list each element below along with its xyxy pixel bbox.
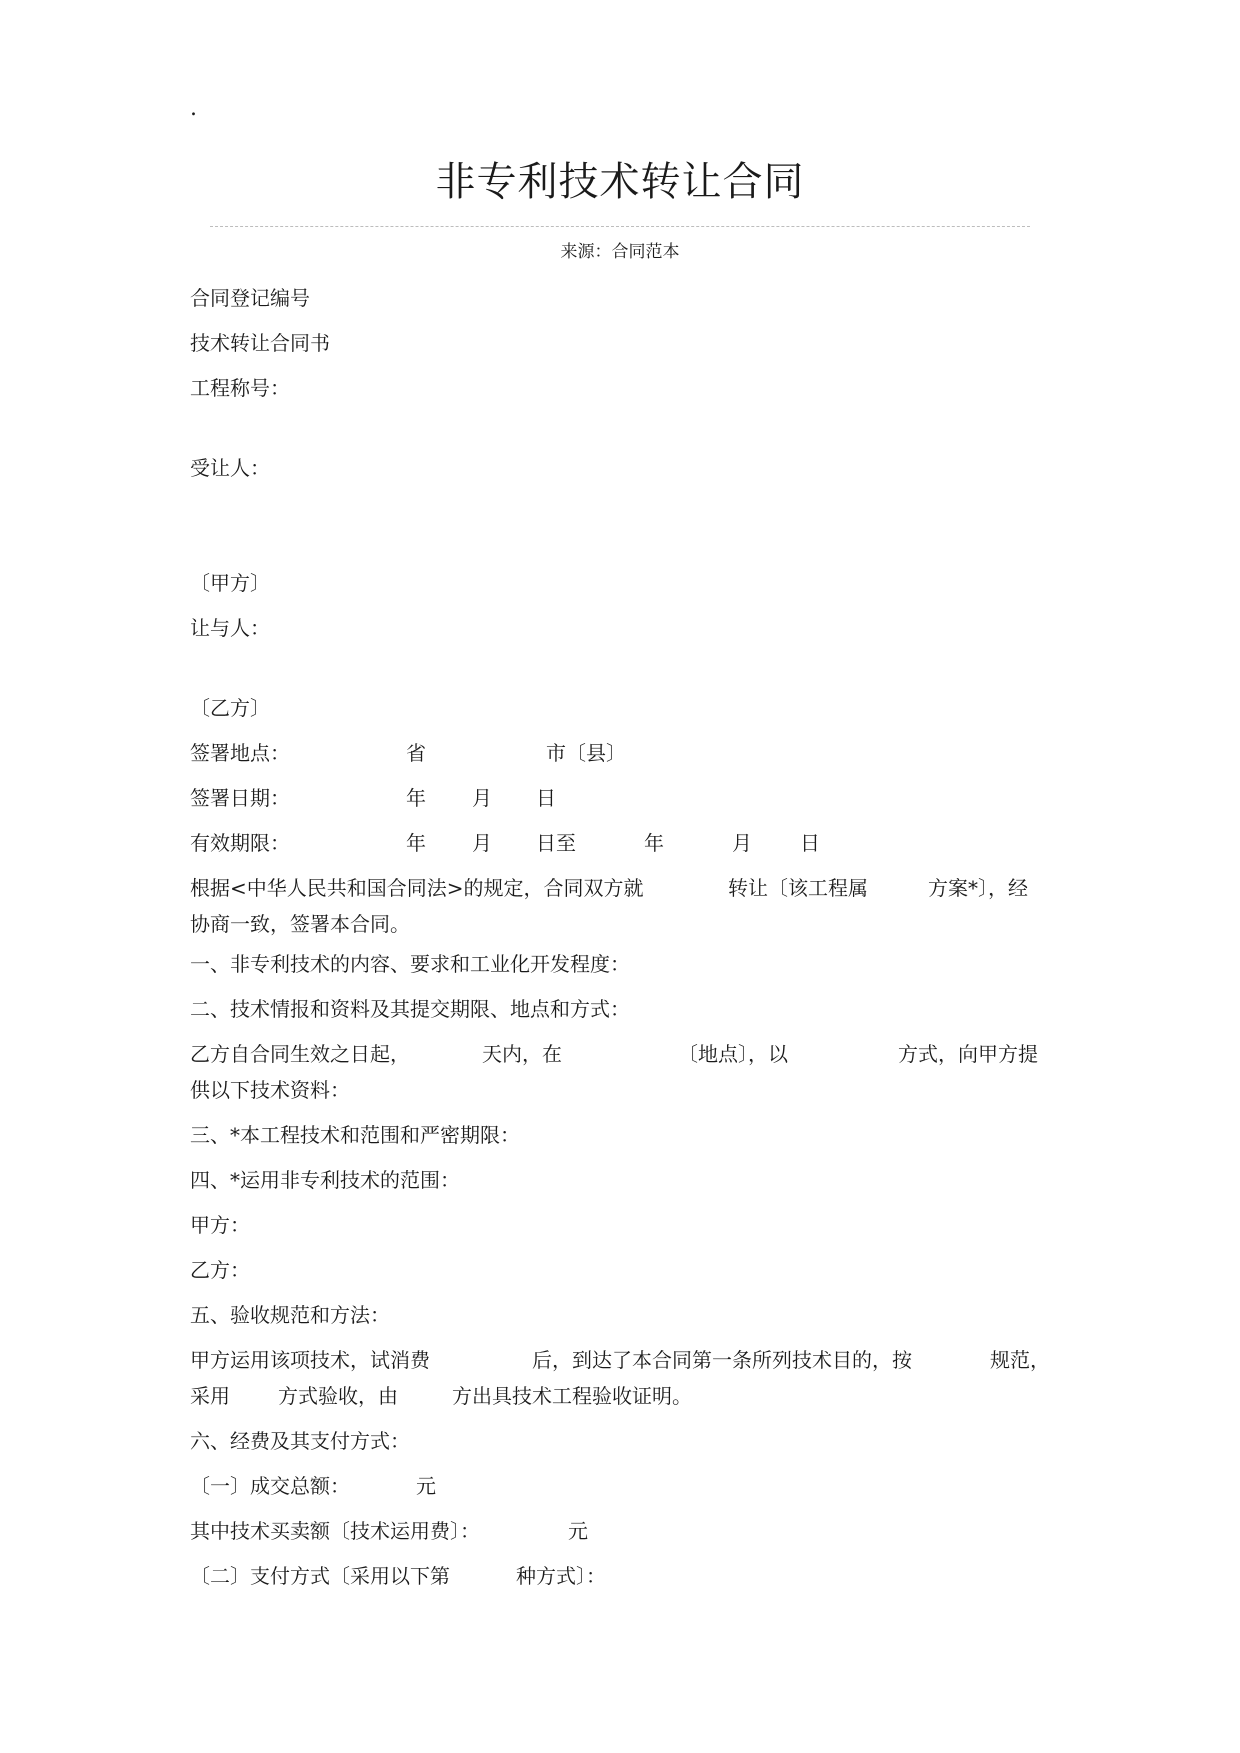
day-text: 日: [536, 786, 556, 810]
signing-place-label: 签署地点：: [190, 741, 290, 765]
total-amount-label: 〔一〕成交总额：: [190, 1474, 350, 1498]
assignee-label: 受让人：: [190, 456, 270, 480]
total-amount-unit: 元: [416, 1474, 436, 1498]
tech-fee-unit: 元: [568, 1519, 588, 1543]
start-month-text: 月: [472, 831, 492, 855]
preamble-text-b: 转让〔该工程属: [728, 876, 868, 900]
tech-fee-label: 其中技术买卖额〔技术运用费〕：: [190, 1519, 480, 1543]
title-divider: [210, 226, 1030, 227]
section-2-heading: 二、技术情报和资料及其提交期限、地点和方式：: [190, 997, 630, 1021]
section-2-text-line-2: 供以下技术资料：: [190, 1078, 350, 1102]
section-5-text-c: 规范，: [990, 1348, 1050, 1372]
payment-method-text-a: 〔二〕支付方式〔采用以下第: [190, 1564, 450, 1588]
section-2-text-d: 方式，向甲方提: [898, 1042, 1038, 1066]
preamble-text-a: 根据<中华人民共和国合同法>的规定，合同双方就: [190, 876, 644, 900]
signing-date-label: 签署日期：: [190, 786, 290, 810]
end-month-text: 月: [732, 831, 752, 855]
section-5-text-a: 甲方运用该项技术，试消费: [190, 1348, 430, 1372]
start-day-text: 日至: [536, 831, 576, 855]
section-4-heading: 四、*运用非专利技术的范围：: [190, 1168, 460, 1192]
document-title: 非专利技术转让合同: [435, 159, 805, 205]
section-5-heading: 五、验收规范和方法：: [190, 1303, 390, 1327]
section-2-text-b: 天内，在: [482, 1042, 562, 1066]
section-6-heading: 六、经费及其支付方式：: [190, 1429, 410, 1453]
preamble-text-c: 方案*〕，经: [928, 876, 1028, 900]
section-2-text-a: 乙方自合同生效之日起，: [190, 1042, 410, 1066]
section-5-text-b: 后，到达了本合同第一条所列技术目的，按: [532, 1348, 912, 1372]
year-text: 年: [406, 786, 426, 810]
payment-method-text-b: 种方式〕：: [516, 1564, 606, 1588]
section-5-text-d: 采用: [190, 1384, 230, 1408]
preamble-line-2: 协商一致，签署本合同。: [190, 912, 410, 936]
party-a-label: 〔甲方〕: [190, 571, 270, 595]
section-1-heading: 一、非专利技术的内容、要求和工业化开发程度：: [190, 952, 630, 976]
source-line: 来源：合同范本: [560, 242, 680, 262]
end-day-text: 日: [800, 831, 820, 855]
section-5-text-f: 方出具技术工程验收证明。: [452, 1384, 692, 1408]
end-year-text: 年: [644, 831, 664, 855]
registration-number: 合同登记编号: [190, 286, 310, 310]
assignor-label: 让与人：: [190, 616, 270, 640]
validity-label: 有效期限：: [190, 831, 290, 855]
section-5-text-e: 方式验收，由: [278, 1384, 398, 1408]
party-a-scope-label: 甲方：: [190, 1213, 250, 1237]
section-2-text-c: 〔地点〕，以: [678, 1042, 788, 1066]
city-text: 市〔县〕: [546, 741, 626, 765]
contract-book-title: 技术转让合同书: [190, 331, 330, 355]
section-3-heading: 三、*本工程技术和范围和严密期限：: [190, 1123, 520, 1147]
start-year-text: 年: [406, 831, 426, 855]
party-b-label: 〔乙方〕: [190, 696, 270, 720]
party-b-scope-label: 乙方：: [190, 1258, 250, 1282]
corner-dot: .: [190, 96, 197, 121]
province-text: 省: [406, 741, 426, 765]
project-name-label: 工程称号：: [190, 376, 290, 400]
month-text: 月: [472, 786, 492, 810]
